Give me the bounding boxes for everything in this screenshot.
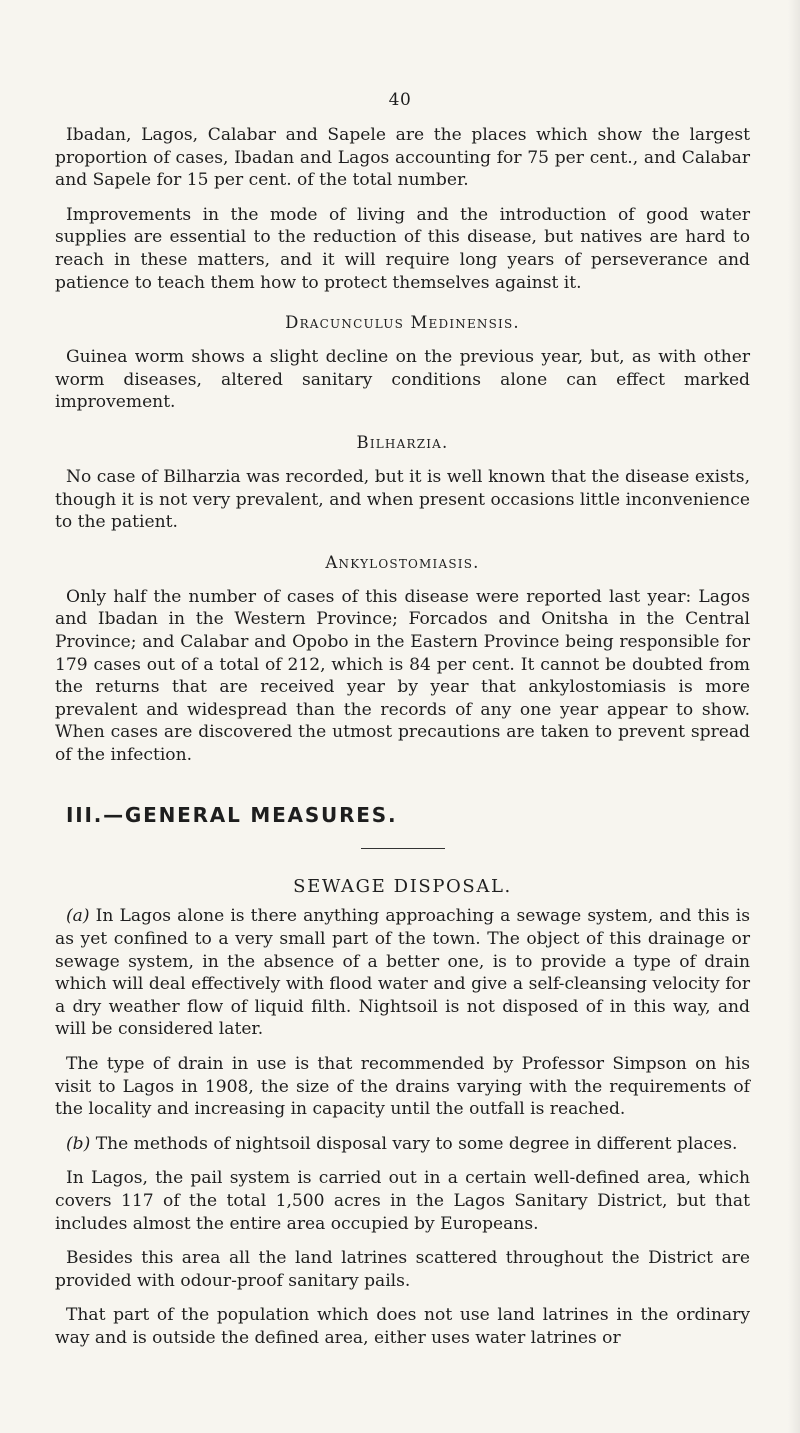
paragraph-land-latrines: Besides this area all the land latrines scattered throughout the District are provided with odour-proof sanitary pails. (55, 1248, 750, 1291)
paragraph-nightsoil-b (55, 1133, 750, 1156)
paragraph-bilharzia: No case of Bilharzia was recorded, but it is well known that the disease exists, though it is not very prevalent, and when present occasions little inconvenience to the patient. (55, 466, 750, 533)
section-title-general-measures: III.—GENERAL MEASURES. (66, 803, 398, 828)
paragraph-sewage-a-text: In Lagos alone is there anything approaching a sewage system, and this is as yet confined to a very small part of the town. The object of this drainage or sewage system, in the absence of a better one, is to provide a type of drain which will deal effectively with flood water and give a self-cleansing velocity for a dry weather flow of liquid filth. Nightsoil is not disposed of in this way, and will be considered later. (55, 906, 750, 1040)
label-a: (a) (66, 906, 90, 927)
paragraph-pail-system: In Lagos, the pail system is carried out in a certain well-defined area, which covers 117 of the total 1,500 acres in the Lagos Sanitary District, but that includes almost the entire area occupied by Europeans. (55, 1168, 750, 1234)
paragraph-places-proportion: Ibadan, Lagos, Calabar and Sapele are the places which show the largest proportion of cases, Ibadan and Lagos accounting for 75 per cent., and Calabar and Sapele for 15 per cent. of the total number. (55, 125, 750, 191)
heading-sewage-disposal: SEWAGE DISPOSAL. (293, 876, 512, 898)
paragraph-ankylostomiasis: Only half the number of cases of this disease were reported last year: Lagos and Ibadan in the Western Province; Forcados and Onitsha in the Central Province; and Calabar and Opobo in the Eastern Province being responsible for 179 cases out of a total of 212, which is 84 per cent. It cannot be doubted from the returns that are received year by year that ankylostomiasis is more prevalent and widespread than the records of any one year appear to show. When cases are discovered the utmost precautions are taken to prevent spread of the infection. (55, 586, 750, 765)
paragraph-improvements: Improvements in the mode of living and the introduction of good water supplies are essential to the reduction of this disease, but natives are hard to reach in these matters, and it will require long years of perseverance and patience to teach them how to protect themselves against it. (55, 204, 750, 293)
paragraph-drain-type: The type of drain in use is that recommended by Professor Simpson on his visit to Lagos in 1908, the size of the drains varying with the requirements of the locality and increasing in capacity until the outfall is reached. (55, 1054, 750, 1120)
heading-ankylostomiasis: Ankylostomiasis. (325, 552, 480, 572)
paragraph-guinea-worm: Guinea worm shows a slight decline on the previous year, but, as with other worm diseases, altered sanitary conditions alone can effect marked improvement. (55, 347, 750, 413)
page-edge-shadow (788, 0, 800, 1433)
paragraph-sewage-a (55, 905, 750, 1041)
paragraph-population: That part of the population which does not use land latrines in the ordinary way and is outside the defined area, either uses water latrines or (55, 1305, 750, 1348)
heading-bilharzia: Bilharzia. (356, 432, 449, 452)
page-number: 40 (388, 90, 412, 110)
page-body (55, 124, 750, 1350)
label-b: (b) (66, 1133, 91, 1154)
paragraph-nightsoil-b-text: The methods of nightsoil disposal vary to some degree in different places. (95, 1133, 738, 1154)
heading-dracunculus: Dracunculus Medinensis. (285, 313, 520, 333)
